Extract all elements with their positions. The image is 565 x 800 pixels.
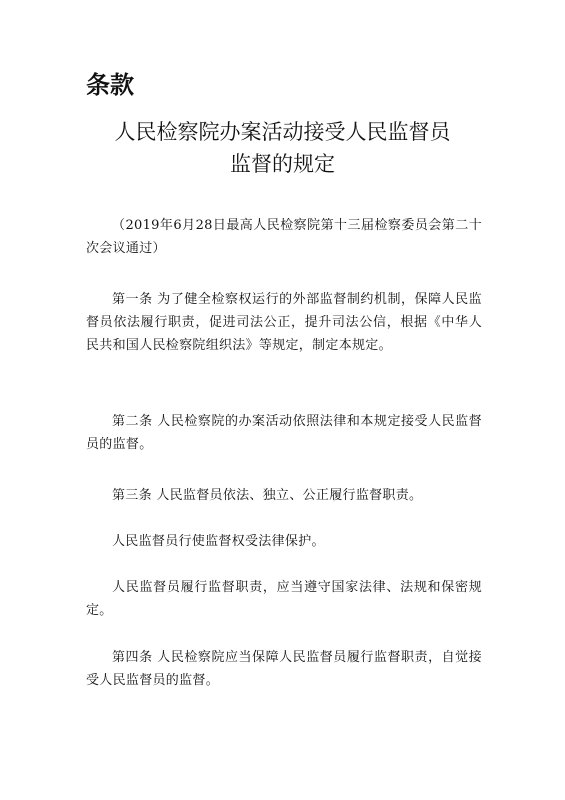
article-3-paragraph-2: 人民监督员行使监督权受法律保护。: [112, 534, 325, 549]
title-line-2: 监督的规定: [230, 152, 335, 176]
adoption-note: （2019年6月28日最高人民检察院第十三届检察委员会第二十次会议通过）: [86, 218, 482, 256]
section-label: 条款: [86, 71, 134, 99]
document-title: [0, 116, 565, 180]
article-3: 第三条 人民监督员依法、独立、公正履行监督职责。: [112, 488, 423, 503]
title-line-1: 人民检察院办案活动接受人民监督员: [114, 120, 451, 144]
article-1: 第一条 为了健全检察权运行的外部监督制约机制，保障人民监督员依法履行职责，促进司法公正，提升司法公信，根据《中华人民共和国人民检察院组织法》等规定，制定本规定。: [86, 292, 482, 353]
article-4: 第四条 人民检察院应当保障人民监督员履行监督职责，自觉接受人民监督员的监督。: [86, 650, 482, 688]
article-2: 第二条 人民检察院的办案活动依照法律和本规定接受人民监督员的监督。: [86, 414, 482, 452]
article-3-paragraph-3: 人民监督员履行监督职责，应当遵守国家法律、法规和保密规定。: [86, 580, 482, 618]
